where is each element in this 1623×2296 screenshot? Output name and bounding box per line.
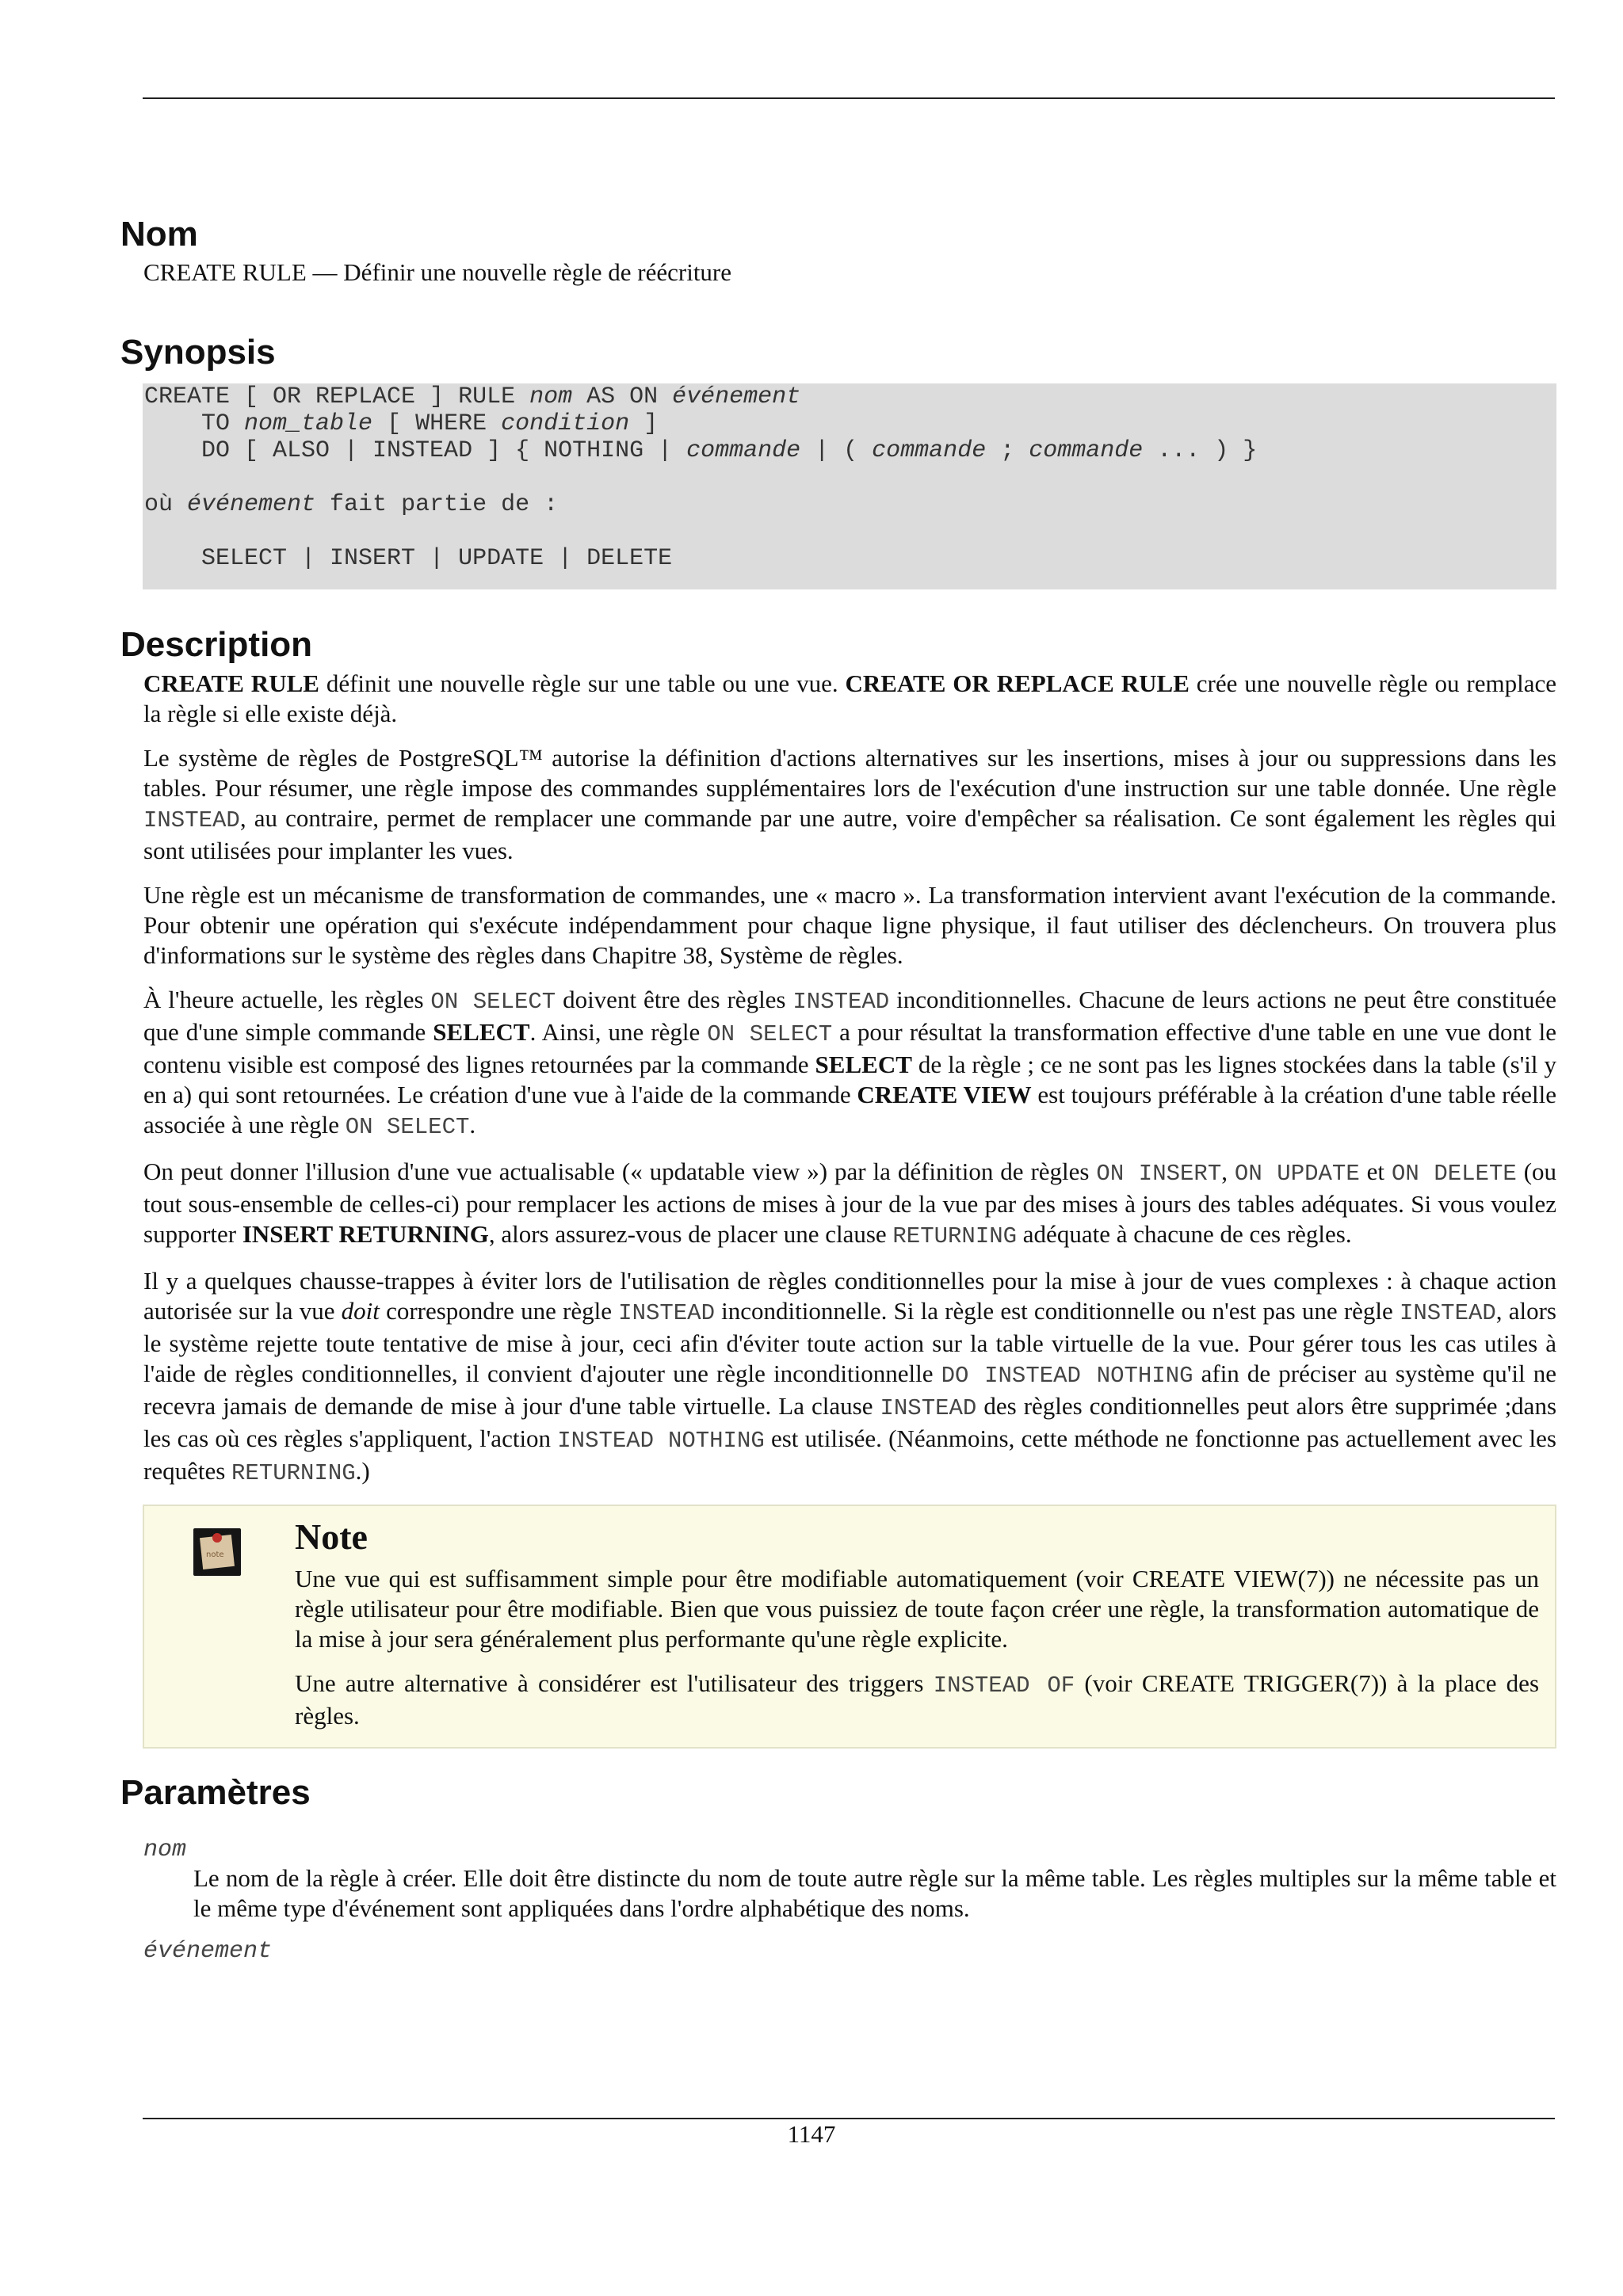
desc-p2-c1: INSTEAD	[143, 807, 240, 834]
desc-p4-t6: de la règle ; ce ne sont pas les lignes stockées dans la table (s'il y en a) qui sont retournées. Le création d'une vue à l'aide de la commande	[143, 1051, 1556, 1109]
syn-l3f: commande	[1029, 437, 1144, 464]
param-desc-text: Le nom de la règle à créer. Elle doit être distincte du nom de toute autre règle sur la même table. Les règles multiples sur la même table et le même type d'événement sont appliquées dans l'ordre alphabétique des noms.	[193, 1864, 1556, 1923]
desc-p5-c3: ON DELETE	[1391, 1161, 1517, 1188]
desc-p1-t1: définit une nouvelle règle sur une table ou une vue.	[319, 669, 846, 698]
nom-text: CREATE RULE — Définir une nouvelle règle de réécriture	[143, 257, 732, 286]
syn-l1c: AS ON	[572, 383, 673, 410]
syn-l2a: TO	[144, 410, 245, 437]
syn-l2b: nom_table	[244, 410, 373, 437]
desc-p5-c2: ON UPDATE	[1234, 1161, 1360, 1188]
desc-p4-b3: CREATE VIEW	[857, 1081, 1032, 1109]
syn-l3e: ;	[986, 437, 1029, 464]
desc-paragraph-3: Une règle est un mécanisme de transformation de commandes, une « macro ». La transformation intervient avant l'exécution de la commande. Pour obtenir une opération qui s'exécute indépendamment pour chaque ligne physique, il faut utiliser des déclencheurs. On trouvera plus d'informations sur le système des règles dans Chapitre 38, Système de règles.	[143, 881, 1556, 970]
syn-l2e: ]	[629, 410, 659, 437]
desc-p6-t8: .)	[355, 1457, 370, 1486]
param-term: événement	[143, 1938, 273, 1966]
desc-p1-t2: crée une nouvelle règle ou remplace la règle si elle existe déjà.	[143, 669, 1556, 728]
desc-p4-b2: SELECT	[815, 1051, 912, 1079]
desc-paragraph-6	[143, 1266, 1556, 1489]
heading-synopsis: Synopsis	[120, 332, 276, 372]
desc-p5-t5: , alors assurez-vous de placer une clause	[488, 1220, 893, 1249]
synopsis-code-block	[143, 383, 1556, 589]
syn-line2	[144, 410, 658, 437]
desc-p6-t1: Il y a quelques chausse-trappes à éviter lors de l'utilisation de règles conditionnelles pour la mise à jour de vues complexes : à chaque action autorisée sur la vue	[143, 1267, 1556, 1325]
desc-p4-t5: a pour résultat la transformation effective d'une table en une vue dont le contenu visible est composé des lignes retournées par la commande	[143, 1018, 1556, 1079]
desc-p6-t2: correspondre une règle	[379, 1297, 619, 1325]
desc-paragraph-1	[143, 669, 1556, 729]
syn-l4c: fait partie de :	[315, 490, 559, 518]
syn-l4a: où	[144, 490, 188, 518]
page-content	[120, 214, 1556, 1965]
syn-line5: SELECT | INSERT | UPDATE | DELETE	[144, 544, 673, 572]
syn-l1b: nom	[529, 383, 573, 410]
desc-p6-c4: INSTEAD	[880, 1395, 977, 1422]
desc-p5-c1: ON INSERT	[1096, 1161, 1222, 1188]
note-box	[143, 1505, 1556, 1749]
syn-l3a: DO [ ALSO | INSTEAD ] { NOTHING |	[144, 437, 687, 464]
footer-rule	[143, 2118, 1555, 2119]
section-nom	[120, 214, 1556, 288]
desc-p6-c2: INSTEAD	[1399, 1300, 1496, 1327]
syn-l3g: ... ) }	[1143, 437, 1258, 464]
desc-p5-t6: adéquate à chacune de ces règles.	[1017, 1220, 1352, 1249]
desc-paragraph-5	[143, 1157, 1556, 1252]
syn-line4	[144, 491, 558, 518]
heading-nom: Nom	[120, 215, 198, 254]
section-parametres	[120, 1772, 1556, 1965]
desc-p4-c2: INSTEAD	[792, 989, 890, 1016]
desc-p4-t4: . Ainsi, une règle	[529, 1018, 708, 1047]
desc-p4-c4: ON SELECT	[345, 1114, 470, 1141]
desc-p5-t1: On peut donner l'illusion d'une vue actualisable (« updatable view ») par la définition de règles	[143, 1158, 1097, 1186]
desc-p6-c1: INSTEAD	[618, 1300, 715, 1327]
heading-description: Description	[120, 624, 313, 664]
desc-p6-c6: RETURNING	[231, 1460, 356, 1487]
desc-p6-t5: afin de préciser au système qu'il ne recevra jamais de demande de mise à jour d'une table virtuelle. La clause	[143, 1360, 1556, 1421]
syn-l1a: CREATE [ OR REPLACE ] RULE	[144, 383, 530, 410]
page-number: 1147	[787, 2120, 836, 2148]
note-p2c: INSTEAD OF	[933, 1672, 1075, 1699]
desc-p6-c5: INSTEAD NOTHING	[557, 1428, 765, 1455]
desc-p4-t8: .	[469, 1111, 476, 1139]
desc-p4-t3: inconditionnelles. Chacune de leurs actions ne peut être constituée que d'une simple commande	[143, 986, 1556, 1047]
desc-p5-c4: RETURNING	[892, 1223, 1018, 1250]
section-synopsis	[120, 332, 1556, 589]
syn-l3b: commande	[686, 437, 801, 464]
note-p2a: Une autre alternative à considérer est l'utilisateur des triggers	[295, 1669, 934, 1698]
syn-l3d: commande	[872, 437, 987, 464]
syn-l4b: événement	[187, 490, 316, 518]
desc-p5-t2: ,	[1221, 1158, 1235, 1186]
note-p2b: (voir CREATE TRIGGER(7)) à la place des règles.	[295, 1669, 1540, 1730]
syn-line1	[144, 383, 800, 410]
note-paragraph-1: Une vue qui est suffisamment simple pour être modifiable automatiquement (voir CREATE VIEW(7)) ne nécessite pas un règle utilisateur pour être modifiable. Bien que vous puissiez de toute façon créer une règle, la transformation automatique de la mise à jour sera généralement plus performante qu'une règle explicite.	[295, 1565, 1539, 1653]
desc-p6-i1: doit	[341, 1297, 380, 1325]
syn-l1d: événement	[672, 383, 801, 410]
desc-paragraph-2	[143, 743, 1556, 866]
desc-p4-c3: ON SELECT	[707, 1021, 833, 1048]
desc-p5-t4: (ou tout sous-ensemble de celles-ci) pour remplacer les actions de mises à jour de la vue par des mises à jours des tables adéquates. Si vous voulez supporter	[143, 1158, 1557, 1249]
param-desc	[193, 1863, 1556, 1924]
section-description	[120, 624, 1556, 1749]
desc-p4-t1: À l'heure actuelle, les règles	[143, 986, 431, 1014]
desc-p4-t2: doivent être des règles	[556, 986, 793, 1014]
note-title: Note	[295, 1516, 368, 1558]
desc-p1-b1: CREATE RULE	[143, 669, 319, 698]
desc-p2-t1: Le système de règles de PostgreSQL™ autorise la définition d'actions alternatives sur les insertions, mises à jour ou suppressions dans les tables. Pour résumer, une règle impose des commandes supplémentaires lors de l'exécution d'une instruction sur une table donnée. Une règle	[143, 744, 1556, 803]
desc-p6-t3: inconditionnelle. Si la règle est conditionnelle ou n'est pas une règle	[715, 1297, 1400, 1325]
desc-p6-t7: est utilisée. (Néanmoins, cette méthode ne fonctionne pas actuellement avec les requêtes	[143, 1425, 1556, 1486]
desc-p5-b1: INSERT RETURNING	[242, 1220, 489, 1249]
desc-p4-t7: est toujours préférable à la création d'une table réelle associée à une règle	[143, 1081, 1556, 1139]
parameter-list	[120, 1836, 1556, 1965]
desc-p4-c1: ON SELECT	[430, 989, 556, 1016]
note-icon-label: note	[206, 1550, 224, 1560]
note-paragraph-2	[295, 1669, 1539, 1731]
param-term: nom	[143, 1836, 187, 1864]
heading-parametres: Paramètres	[120, 1773, 311, 1813]
desc-p4-b1: SELECT	[433, 1018, 530, 1047]
note-icon	[193, 1528, 241, 1576]
desc-p5-t3: et	[1359, 1158, 1392, 1186]
desc-p6-t6: des règles conditionnelles peut alors être supprimée ;dans les cas où ces règles s'appliquent, l'action	[143, 1392, 1557, 1453]
desc-paragraph-4	[143, 985, 1556, 1142]
header-rule	[143, 97, 1555, 99]
desc-p6-t4: , alors le système rejette toute tentative de mise à jour, ceci afin d'éviter toute action sur la table virtuelle de la vue. Pour gérer tous les cas utiles à l'aide de règles conditionnelles, il convient d'ajouter une règle inconditionnelle	[143, 1297, 1556, 1388]
syn-line3	[144, 437, 1257, 464]
syn-l2c: [ WHERE	[372, 410, 502, 437]
syn-l2d: condition	[501, 410, 630, 437]
desc-p2-t2: , au contraire, permet de remplacer une commande par une autre, voire d'empêcher sa réalisation. Ce sont également les règles qui sont utilisées pour implanter les vues.	[143, 804, 1556, 865]
desc-p6-c3: DO INSTEAD NOTHING	[941, 1363, 1193, 1390]
desc-p1-b2: CREATE OR REPLACE RULE	[845, 669, 1190, 698]
syn-l3c: | (	[800, 437, 873, 464]
